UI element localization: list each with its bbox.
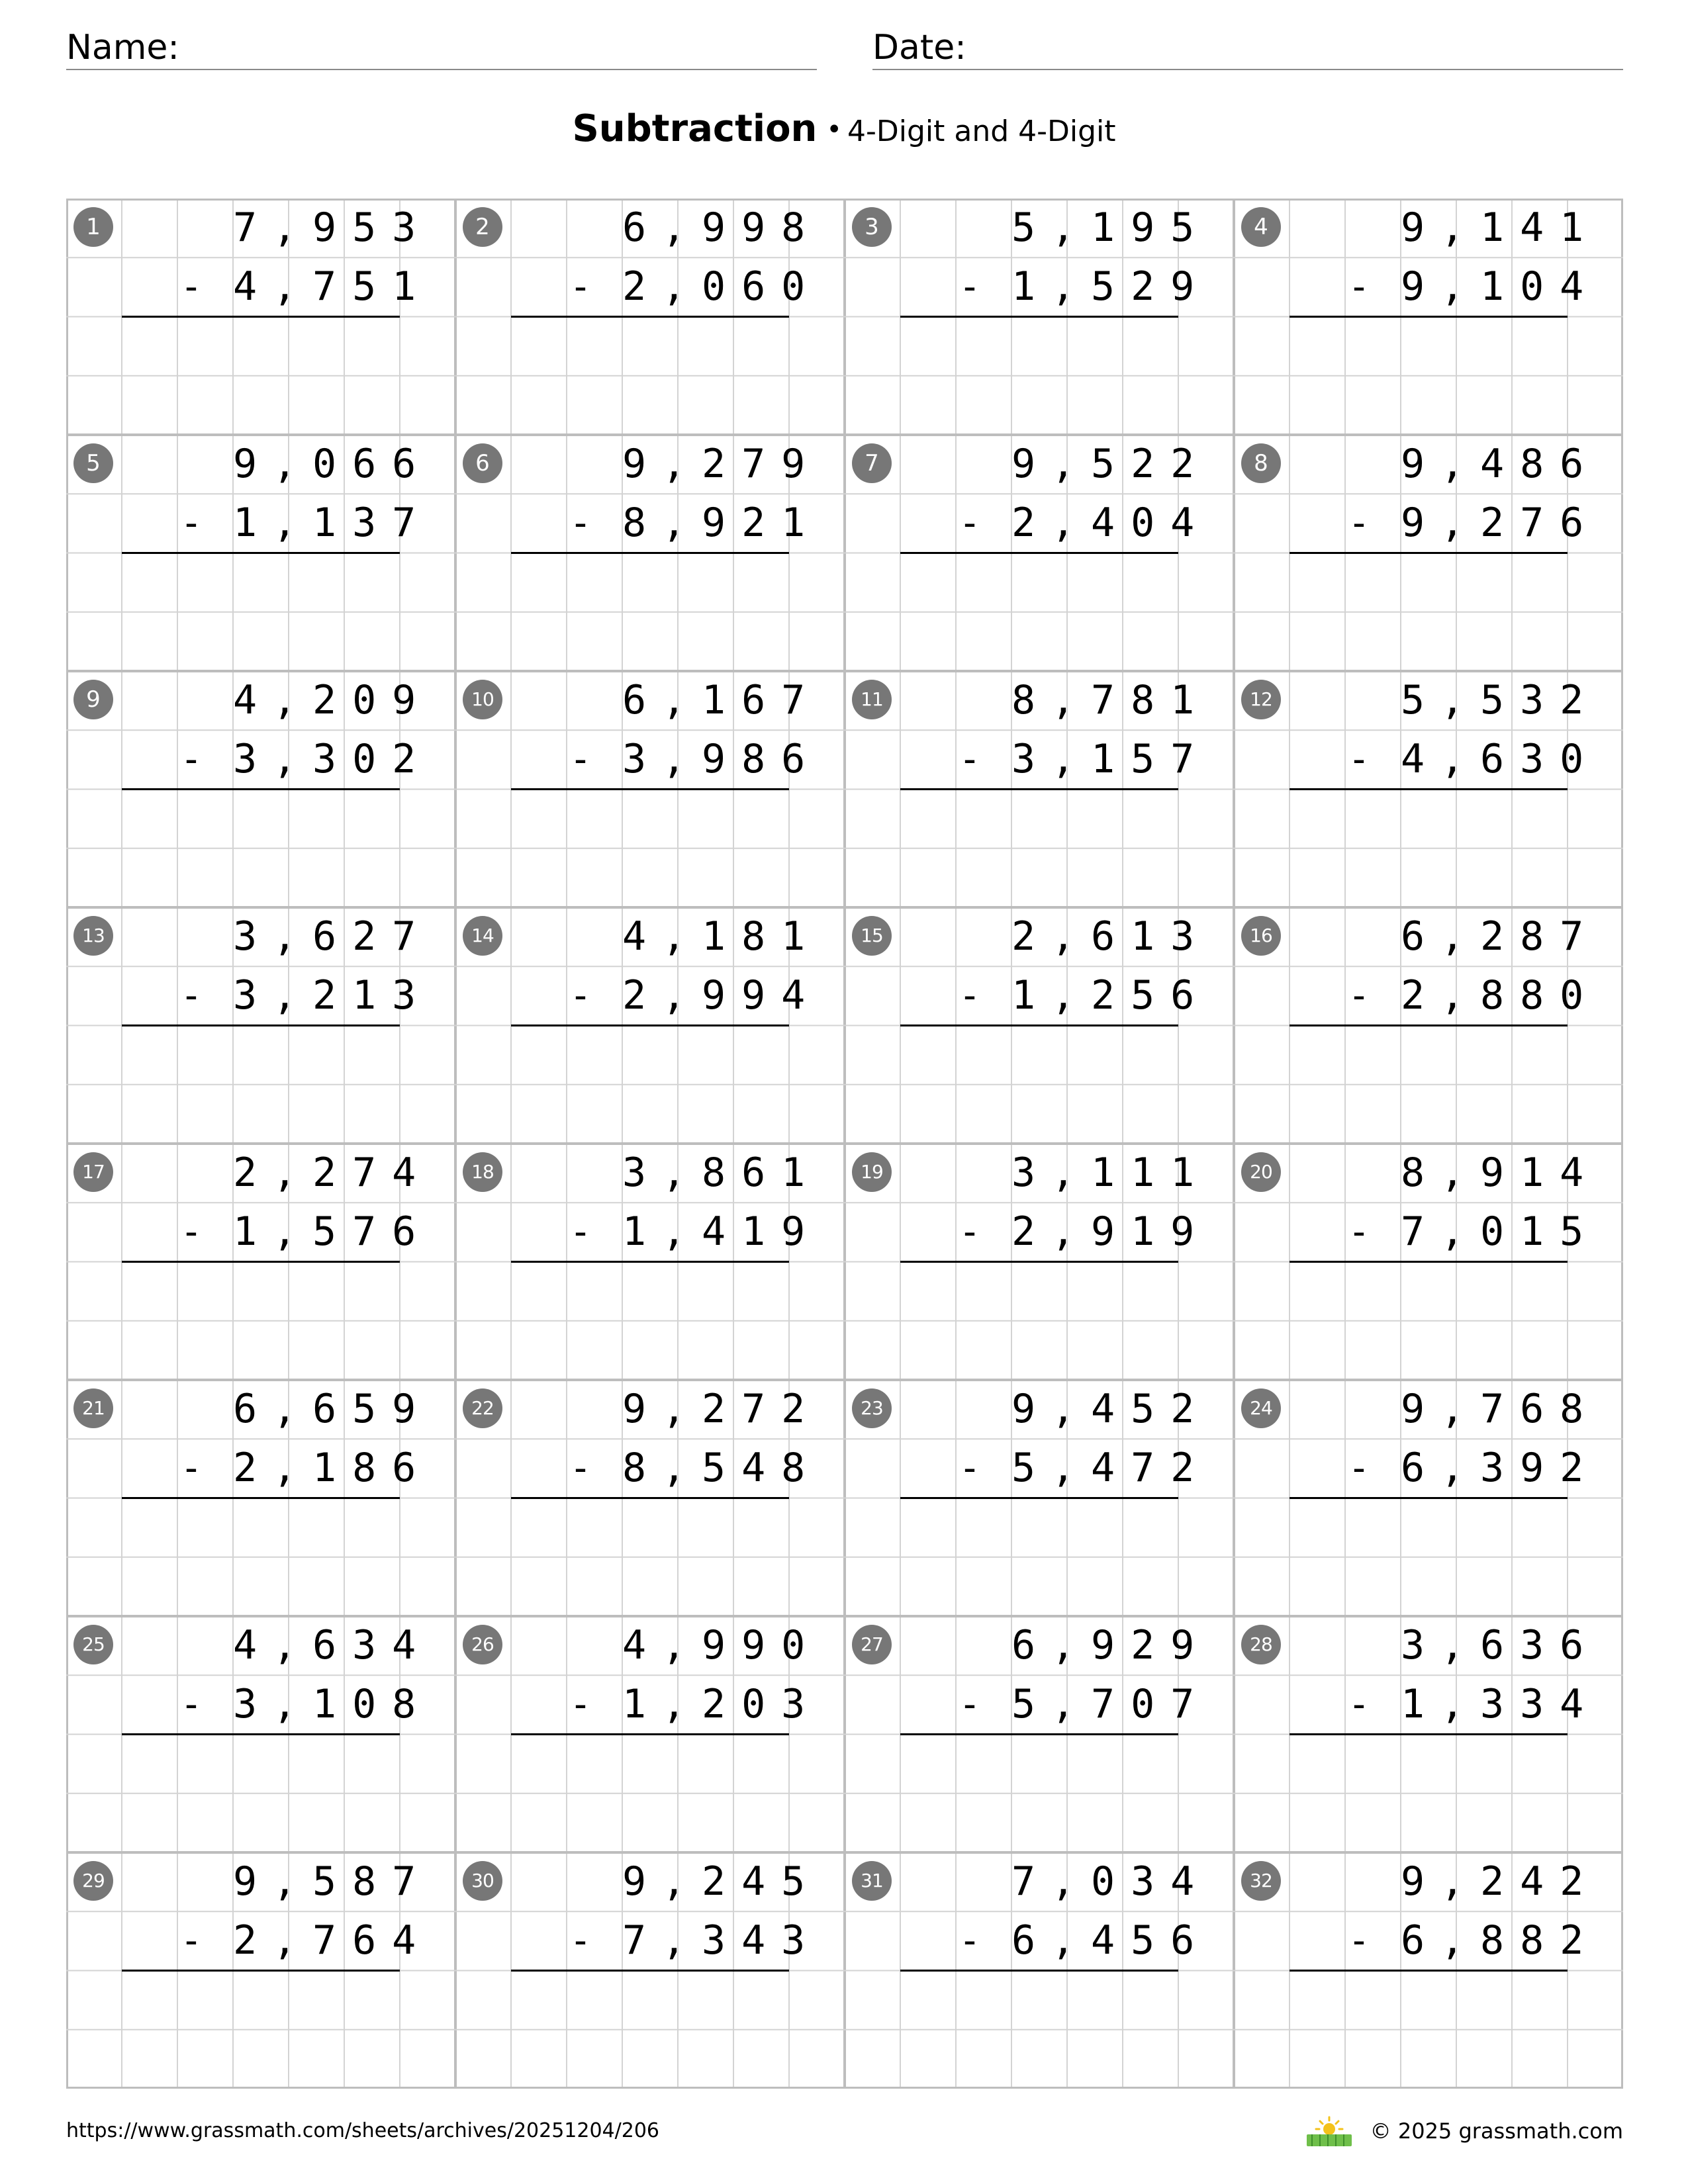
footer-copyright: © 2025 grassmath.com xyxy=(1370,2118,1623,2144)
minuend-row xyxy=(956,435,1234,494)
minuend-row xyxy=(956,199,1234,257)
subtrahend-row xyxy=(567,257,845,316)
answer-area[interactable] xyxy=(1345,318,1623,430)
minuend: 4,209 xyxy=(233,677,432,723)
minuend: 4,990 xyxy=(622,1622,821,1668)
problem-number-badge: 28 xyxy=(1241,1625,1281,1664)
minus-sign: - xyxy=(569,265,592,308)
minuend: 9,245 xyxy=(622,1858,821,1905)
problem-29 xyxy=(66,1852,455,2089)
answer-area[interactable] xyxy=(567,1972,845,2084)
subtrahend: 3,108 xyxy=(233,1681,432,1727)
problem-number-badge: 11 xyxy=(852,680,892,719)
subtrahend: 9,104 xyxy=(1401,263,1600,310)
subtrahend-row xyxy=(567,1439,845,1498)
minuend-row xyxy=(956,907,1234,966)
problem-number-badge: 8 xyxy=(1241,443,1281,483)
minus-sign: - xyxy=(569,1447,592,1490)
subtrahend: 2,880 xyxy=(1401,972,1600,1019)
subtrahend-row xyxy=(956,966,1234,1025)
answer-area[interactable] xyxy=(1345,1263,1623,1375)
problem-number-badge: 25 xyxy=(73,1625,113,1664)
minus-sign: - xyxy=(1348,502,1370,545)
answer-area[interactable] xyxy=(177,1972,455,2084)
minus-sign: - xyxy=(569,974,592,1017)
subtrahend: 2,764 xyxy=(233,1917,432,1964)
subtrahend-row xyxy=(567,1911,845,1970)
subtrahend: 3,157 xyxy=(1011,736,1211,782)
subtrahend: 1,419 xyxy=(622,1208,821,1255)
minus-sign: - xyxy=(959,1683,981,1726)
minuend: 9,272 xyxy=(622,1386,821,1432)
minuend-row xyxy=(567,1144,845,1203)
minuend-row xyxy=(956,1144,1234,1203)
answer-area[interactable] xyxy=(567,1735,845,1848)
subtrahend: 1,256 xyxy=(1011,972,1211,1019)
answer-area[interactable] xyxy=(1345,790,1623,903)
subtrahend-row xyxy=(177,494,455,553)
answer-area[interactable] xyxy=(956,1263,1234,1375)
minus-sign: - xyxy=(1348,974,1370,1017)
minuend-row xyxy=(567,199,845,257)
subtrahend-row xyxy=(567,730,845,789)
problem-4 xyxy=(1234,199,1623,435)
problem-number-badge: 4 xyxy=(1241,207,1281,247)
answer-area[interactable] xyxy=(956,1972,1234,2084)
answer-area[interactable] xyxy=(177,790,455,903)
answer-area[interactable] xyxy=(567,790,845,903)
minuend: 6,167 xyxy=(622,677,821,723)
subtrahend-row xyxy=(177,1203,455,1261)
answer-area[interactable] xyxy=(1345,1972,1623,2084)
minuend-row xyxy=(177,1144,455,1203)
problem-number-badge: 17 xyxy=(73,1152,113,1192)
minuend-row xyxy=(956,671,1234,730)
minus-sign: - xyxy=(180,1447,203,1490)
minuend-row xyxy=(567,1380,845,1439)
problem-20 xyxy=(1234,1144,1623,1380)
problem-7 xyxy=(845,435,1234,671)
problem-number-badge: 6 xyxy=(463,443,502,483)
answer-area[interactable] xyxy=(177,1499,455,1612)
subtrahend-row xyxy=(1345,494,1623,553)
minus-sign: - xyxy=(569,1919,592,1962)
minuend-row xyxy=(567,435,845,494)
minuend-row xyxy=(956,1380,1234,1439)
subtrahend-row xyxy=(956,1203,1234,1261)
problem-2 xyxy=(455,199,845,435)
problem-26 xyxy=(455,1616,845,1852)
problem-number-badge: 13 xyxy=(73,916,113,956)
problem-18 xyxy=(455,1144,845,1380)
minus-sign: - xyxy=(569,1683,592,1726)
minuend-row xyxy=(177,1380,455,1439)
minus-sign: - xyxy=(180,1919,203,1962)
minus-sign: - xyxy=(180,974,203,1017)
subtrahend-row xyxy=(1345,1675,1623,1734)
subtrahend-row xyxy=(1345,1911,1623,1970)
minus-sign: - xyxy=(1348,1683,1370,1726)
minus-sign: - xyxy=(1348,1919,1370,1962)
minus-sign: - xyxy=(959,265,981,308)
minuend-row xyxy=(1345,435,1623,494)
subtrahend: 2,994 xyxy=(622,972,821,1019)
subtrahend-row xyxy=(1345,257,1623,316)
footer-brand xyxy=(1304,2113,1623,2150)
minuend: 9,452 xyxy=(1011,1386,1211,1432)
answer-area[interactable] xyxy=(567,318,845,430)
answer-area[interactable] xyxy=(567,1026,845,1139)
problem-19 xyxy=(845,1144,1234,1380)
subtrahend: 6,456 xyxy=(1011,1917,1211,1964)
minuend: 9,066 xyxy=(233,441,432,487)
problem-30 xyxy=(455,1852,845,2089)
minuend-row xyxy=(956,1616,1234,1675)
minuend-row xyxy=(1345,1144,1623,1203)
name-field[interactable] xyxy=(66,20,817,70)
problem-10 xyxy=(455,671,845,907)
subtrahend: 2,404 xyxy=(1011,500,1211,546)
problem-24 xyxy=(1234,1380,1623,1616)
minuend-row xyxy=(567,1616,845,1675)
minuend-row xyxy=(1345,1380,1623,1439)
subtrahend-row xyxy=(177,730,455,789)
minus-sign: - xyxy=(1348,1447,1370,1490)
minuend: 9,486 xyxy=(1401,441,1600,487)
answer-area[interactable] xyxy=(956,1735,1234,1848)
date-field[interactable] xyxy=(872,20,1623,70)
minuend: 9,587 xyxy=(233,1858,432,1905)
minus-sign: - xyxy=(180,502,203,545)
minuend: 6,929 xyxy=(1011,1622,1211,1668)
subtrahend-row xyxy=(1345,1203,1623,1261)
problem-27 xyxy=(845,1616,1234,1852)
minuend-row xyxy=(1345,671,1623,730)
problem-15 xyxy=(845,907,1234,1144)
minus-sign: - xyxy=(1348,738,1370,781)
problem-5 xyxy=(66,435,455,671)
minus-sign: - xyxy=(959,502,981,545)
problem-number-badge: 3 xyxy=(852,207,892,247)
subtrahend-row xyxy=(1345,730,1623,789)
minuend-row xyxy=(1345,1616,1623,1675)
problem-11 xyxy=(845,671,1234,907)
subtrahend-row xyxy=(177,1675,455,1734)
problem-number-badge: 2 xyxy=(463,207,502,247)
minuend-row xyxy=(1345,199,1623,257)
minuend: 6,287 xyxy=(1401,913,1600,960)
minuend-row xyxy=(177,907,455,966)
problem-13 xyxy=(66,907,455,1144)
problem-8 xyxy=(1234,435,1623,671)
subtrahend-row xyxy=(177,1439,455,1498)
minus-sign: - xyxy=(180,1210,203,1253)
problem-number-badge: 9 xyxy=(73,680,113,719)
subtrahend: 2,919 xyxy=(1011,1208,1211,1255)
subtrahend: 3,213 xyxy=(233,972,432,1019)
subtrahend-row xyxy=(1345,966,1623,1025)
minus-sign: - xyxy=(180,265,203,308)
minuend: 9,279 xyxy=(622,441,821,487)
problem-23 xyxy=(845,1380,1234,1616)
problem-28 xyxy=(1234,1616,1623,1852)
subtrahend-row xyxy=(956,730,1234,789)
problem-number-badge: 12 xyxy=(1241,680,1281,719)
minuend: 9,242 xyxy=(1401,1858,1600,1905)
answer-area[interactable] xyxy=(956,790,1234,903)
problem-1 xyxy=(66,199,455,435)
problem-6 xyxy=(455,435,845,671)
problem-number-badge: 32 xyxy=(1241,1861,1281,1901)
problem-32 xyxy=(1234,1852,1623,2089)
minuend-row xyxy=(177,1852,455,1911)
minuend: 5,195 xyxy=(1011,205,1211,251)
minuend: 3,627 xyxy=(233,913,432,960)
minuend: 9,522 xyxy=(1011,441,1211,487)
problem-12 xyxy=(1234,671,1623,907)
minuend: 2,613 xyxy=(1011,913,1211,960)
name-label: Name: xyxy=(66,28,179,68)
subtrahend-row xyxy=(1345,1439,1623,1498)
problem-number-badge: 16 xyxy=(1241,916,1281,956)
minuend-row xyxy=(177,199,455,257)
problem-number-badge: 23 xyxy=(852,1388,892,1428)
problem-9 xyxy=(66,671,455,907)
subtrahend-row xyxy=(956,1675,1234,1734)
minuend: 8,914 xyxy=(1401,1150,1600,1196)
subtrahend-row xyxy=(177,257,455,316)
minuend: 2,274 xyxy=(233,1150,432,1196)
answer-area[interactable] xyxy=(177,1026,455,1139)
subtrahend: 9,276 xyxy=(1401,500,1600,546)
minus-sign: - xyxy=(569,738,592,781)
minus-sign: - xyxy=(180,738,203,781)
problem-22 xyxy=(455,1380,845,1616)
subtrahend-row xyxy=(956,257,1234,316)
subtrahend: 5,472 xyxy=(1011,1445,1211,1491)
subtrahend: 4,751 xyxy=(233,263,432,310)
subtrahend: 1,576 xyxy=(233,1208,432,1255)
problem-number-badge: 26 xyxy=(463,1625,502,1664)
subtrahend: 6,882 xyxy=(1401,1917,1600,1964)
problem-number-badge: 18 xyxy=(463,1152,502,1192)
problem-16 xyxy=(1234,907,1623,1144)
minuend-row xyxy=(567,907,845,966)
subtrahend-row xyxy=(177,1911,455,1970)
answer-area[interactable] xyxy=(567,1499,845,1612)
problem-number-badge: 19 xyxy=(852,1152,892,1192)
problem-21 xyxy=(66,1380,455,1616)
minuend: 4,181 xyxy=(622,913,821,960)
subtrahend: 4,630 xyxy=(1401,736,1600,782)
problem-number-badge: 24 xyxy=(1241,1388,1281,1428)
problem-3 xyxy=(845,199,1234,435)
minuend-row xyxy=(956,1852,1234,1911)
minuend-row xyxy=(177,1616,455,1675)
minus-sign: - xyxy=(1348,265,1370,308)
answer-area[interactable] xyxy=(567,554,845,666)
answer-area[interactable] xyxy=(956,318,1234,430)
minus-sign: - xyxy=(959,1210,981,1253)
subtrahend: 5,707 xyxy=(1011,1681,1211,1727)
minuend-row xyxy=(567,1852,845,1911)
minuend: 9,141 xyxy=(1401,205,1600,251)
grass-sun-logo-icon xyxy=(1304,2115,1354,2148)
minus-sign: - xyxy=(959,974,981,1017)
problem-number-badge: 7 xyxy=(852,443,892,483)
subtrahend-row xyxy=(567,1675,845,1734)
answer-area[interactable] xyxy=(1345,554,1623,666)
minuend-row xyxy=(177,435,455,494)
problem-number-badge: 14 xyxy=(463,916,502,956)
minuend: 5,532 xyxy=(1401,677,1600,723)
subtrahend: 1,137 xyxy=(233,500,432,546)
problem-number-badge: 27 xyxy=(852,1625,892,1664)
problem-number-badge: 21 xyxy=(73,1388,113,1428)
subtrahend: 8,548 xyxy=(622,1445,821,1491)
minus-sign: - xyxy=(569,1210,592,1253)
subtrahend-row xyxy=(567,494,845,553)
problem-grid xyxy=(66,199,1623,2089)
subtrahend-row xyxy=(177,966,455,1025)
minuend-row xyxy=(177,671,455,730)
answer-area[interactable] xyxy=(177,1263,455,1375)
answer-area[interactable] xyxy=(177,318,455,430)
problem-number-badge: 31 xyxy=(852,1861,892,1901)
minuend-row xyxy=(567,671,845,730)
minuend: 6,998 xyxy=(622,205,821,251)
problem-number-badge: 22 xyxy=(463,1388,502,1428)
title-separator: • xyxy=(826,114,843,145)
minus-sign: - xyxy=(959,1919,981,1962)
minuend: 7,034 xyxy=(1011,1858,1211,1905)
minuend: 7,953 xyxy=(233,205,432,251)
problem-number-badge: 29 xyxy=(73,1861,113,1901)
subtrahend: 1,529 xyxy=(1011,263,1211,310)
minus-sign: - xyxy=(569,502,592,545)
problem-number-badge: 1 xyxy=(73,207,113,247)
answer-area[interactable] xyxy=(956,554,1234,666)
answer-area[interactable] xyxy=(567,1263,845,1375)
problem-number-badge: 5 xyxy=(73,443,113,483)
footer-url: https://www.grassmath.com/sheets/archives/20251204/206 xyxy=(66,2119,660,2142)
minuend: 6,659 xyxy=(233,1386,432,1432)
date-label: Date: xyxy=(872,28,966,68)
answer-area[interactable] xyxy=(177,1735,455,1848)
subtrahend: 2,186 xyxy=(233,1445,432,1491)
subtrahend: 1,334 xyxy=(1401,1681,1600,1727)
problem-number-badge: 30 xyxy=(463,1861,502,1901)
problem-25 xyxy=(66,1616,455,1852)
subtrahend: 3,302 xyxy=(233,736,432,782)
subtrahend: 7,343 xyxy=(622,1917,821,1964)
minuend: 8,781 xyxy=(1011,677,1211,723)
subtrahend: 2,060 xyxy=(622,263,821,310)
answer-area[interactable] xyxy=(1345,1499,1623,1612)
answer-area[interactable] xyxy=(956,1499,1234,1612)
minus-sign: - xyxy=(180,1683,203,1726)
problem-17 xyxy=(66,1144,455,1380)
minuend: 9,768 xyxy=(1401,1386,1600,1432)
answer-area[interactable] xyxy=(1345,1026,1623,1139)
subtrahend: 1,203 xyxy=(622,1681,821,1727)
minuend: 3,636 xyxy=(1401,1622,1600,1668)
answer-area[interactable] xyxy=(1345,1735,1623,1848)
subtrahend-row xyxy=(956,1439,1234,1498)
title-main: Subtraction xyxy=(572,107,818,150)
problem-number-badge: 20 xyxy=(1241,1152,1281,1192)
problem-number-badge: 10 xyxy=(463,680,502,719)
subtrahend-row xyxy=(956,1911,1234,1970)
minus-sign: - xyxy=(959,738,981,781)
subtrahend: 6,392 xyxy=(1401,1445,1600,1491)
answer-area[interactable] xyxy=(956,1026,1234,1139)
problem-number-badge: 15 xyxy=(852,916,892,956)
problem-31 xyxy=(845,1852,1234,2089)
subtrahend: 3,986 xyxy=(622,736,821,782)
answer-area[interactable] xyxy=(177,554,455,666)
minuend: 4,634 xyxy=(233,1622,432,1668)
subtrahend-row xyxy=(956,494,1234,553)
minuend: 3,111 xyxy=(1011,1150,1211,1196)
subtrahend: 7,015 xyxy=(1401,1208,1600,1255)
minus-sign: - xyxy=(959,1447,981,1490)
worksheet-title xyxy=(0,99,1688,167)
minuend-row xyxy=(1345,1852,1623,1911)
minuend: 3,861 xyxy=(622,1150,821,1196)
title-subtitle: 4-Digit and 4-Digit xyxy=(847,114,1116,148)
minuend-row xyxy=(1345,907,1623,966)
subtrahend: 8,921 xyxy=(622,500,821,546)
minus-sign: - xyxy=(1348,1210,1370,1253)
subtrahend-row xyxy=(567,966,845,1025)
problem-14 xyxy=(455,907,845,1144)
subtrahend-row xyxy=(567,1203,845,1261)
